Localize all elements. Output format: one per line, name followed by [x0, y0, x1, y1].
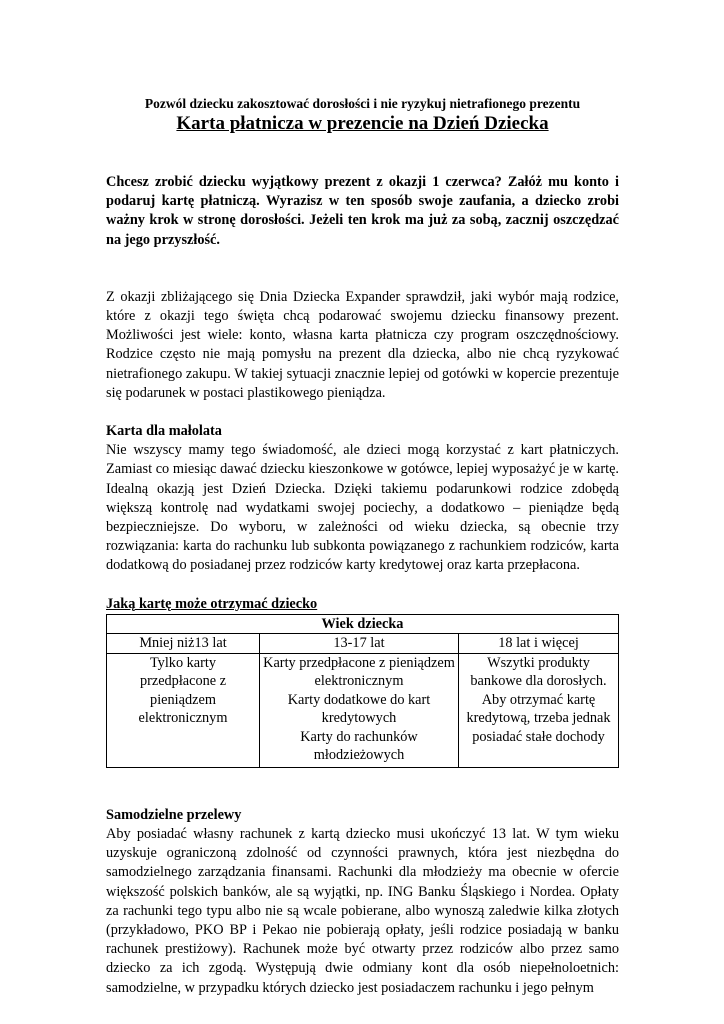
cell-line: Karty przedpłacone z pieniądzem	[263, 654, 455, 671]
table-cell-18-plus	[459, 653, 619, 767]
cell-line: Aby otrzymać kartę	[481, 691, 596, 708]
section-body-karta-dla-malolata: Nie wszyscy mamy tego świadomość, ale dzieci mogą korzystać z kart płatniczych. Zamiast co miesiąc dawać dziecku kieszonkowe w gotówce, lepiej wyposażyć je w kartę. Idealną okazją jest Dzień Dziecka. Dzięki takiemu podarunkowi rodzice zdobędą większą kontrolę nad wydatkami swojej pociechy, a dodatkowo – pieniądze będą bezpieczniejsze. Do wyboru, w zależności od wieku dziecka, są obecnie trzy rozwiązania: karta do rachunku lub subkonta powiązanego z rachunkiem rodziców, karta dodatkową do posiadanej przez rodziców karty kredytowej oraz karta przepłacona.	[106, 442, 619, 574]
cell-line: przedpłacone z	[139, 673, 227, 690]
section-heading-samodzielne-przelewy: Samodzielne przelewy	[106, 806, 242, 823]
cell-line: elektronicznym	[138, 710, 228, 727]
cell-line: młodzieżowych	[313, 747, 405, 764]
intro-paragraph: Z okazji zbliżającego się Dnia Dziecka Expander sprawdził, jaki wybór mają rodzice, które z okazji tego święta chcą podarować swojemu dziecku finansowy prezent. Możliwości jest wiele: konto, własna karta płatnicza czy program oszczędnościowy. Rodzice często nie mają pomysłu na prezent dla dziecka, albo nie chcą ryzykować nietrafionego zakupu. W takiej sytuacji znacznie lepiej od gotówki w kopercie prezentuje się podarunek w postaci plastikowego pieniądza.	[106, 288, 619, 401]
article	[106, 95, 619, 998]
cell-line: Tylko karty	[149, 654, 217, 671]
cell-line: Wszytki produkty	[487, 654, 590, 671]
cell-line: kredytową, trzeba jednak	[466, 710, 611, 727]
article-supertitle: Pozwól dziecku zakosztować dorosłości i nie ryzykuj nietrafionego prezentu	[144, 96, 581, 111]
column-header-13-17: 13-17 lat	[260, 634, 459, 654]
cell-line: kredytowych	[321, 710, 397, 727]
table-column-header-row	[107, 634, 619, 654]
column-header-18-plus: 18 lat i więcej	[459, 634, 619, 654]
table-group-header-row	[107, 614, 619, 634]
card-types-table	[106, 614, 619, 768]
cell-line: posiadać stałe dochody	[472, 728, 605, 745]
cell-line: Karty dodatkowe do kart	[287, 691, 431, 708]
article-title: Karta płatnicza w prezencie na Dzień Dziecka	[176, 113, 549, 134]
table-heading: Jaką kartę może otrzymać dziecko	[106, 595, 318, 612]
table-cell-13-17	[260, 653, 459, 767]
section-heading-karta-dla-malolata: Karta dla małolata	[106, 423, 222, 440]
table-group-header: Wiek dziecka	[107, 614, 619, 634]
cell-line: elektronicznym	[314, 673, 404, 690]
article-lead: Chcesz zrobić dziecku wyjątkowy prezent z okazji 1 czerwca? Załóż mu konto i podaruj kartę płatniczą. Wyrazisz w ten sposób swoje zaufania, a dziecko zrobi ważny krok w stronę dorosłości. Jeżeli ten krok ma już za sobą, zacznij oszczędzać na jego przyszłość.	[106, 174, 619, 248]
cell-line: bankowe dla dorosłych.	[470, 673, 607, 690]
cell-line: pieniądzem	[150, 691, 216, 708]
table-cell-under-13	[107, 653, 260, 767]
table-row	[107, 653, 619, 767]
column-header-under-13: Mniej niż13 lat	[107, 634, 260, 654]
section-body-samodzielne-przelewy: Aby posiadać własny rachunek z kartą dziecko musi ukończyć 13 lat. W tym wieku uzyskuje ograniczoną zdolność od czynności prawnych, która jest niezbędna do samodzielnego zarządzania finansami. Rachunki dla młodzieży ma obecnie w ofercie większość polskich banków, ale są wyjątki, np. ING Banku Śląskiego i Nordea. Opłaty za rachunki tego typu albo nie są wcale pobierane, albo wynoszą zaledwie kilka złotych (przykładowo, PKO BP i Pekao nie pobierają opłaty, jeśli rodzice posiadają w banku rachunek prestiżowy). Rachunek może być otwarty przez rodziców albo przez samo dziecko za ich zgodą. Występują dwie odmiany kont dla osób niepełnoloetnich: samodzielne, w przypadku których dziecko jest posiadaczem rachunku i jego pełnym	[106, 826, 619, 996]
cell-line: Karty do rachunków	[300, 728, 418, 745]
